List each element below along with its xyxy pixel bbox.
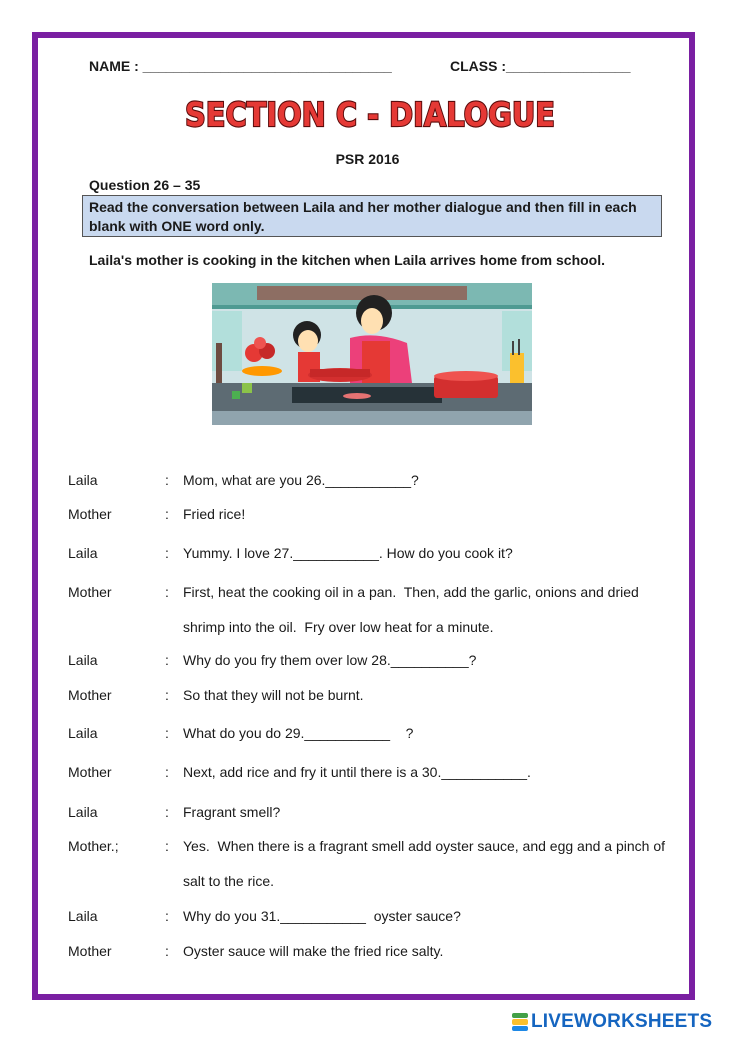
dialogue-line: Oyster sauce will make the fried rice salty. (183, 943, 444, 959)
colon: : (165, 652, 169, 668)
colon: : (165, 584, 169, 600)
dialogue-line-27[interactable]: Yummy. I love 27.___________. How do you cook it? (183, 545, 513, 561)
colon: : (165, 545, 169, 561)
dialogue-line-continued: shrimp into the oil. Fry over low heat for a minute. (183, 619, 494, 635)
kitchen-illustration (212, 283, 532, 425)
colon: : (165, 804, 169, 820)
class-field[interactable]: CLASS :________________ (450, 58, 631, 74)
exam-year: PSR 2016 (335, 151, 400, 167)
speaker-label: Laila (68, 472, 98, 488)
speaker-label: Mother (68, 943, 112, 959)
dialogue-line-28[interactable]: Why do you fry them over low 28.__________? (183, 652, 477, 668)
dialogue-line-31[interactable]: Why do you 31.___________ oyster sauce? (183, 908, 461, 924)
dialogue-line: Fragrant smell? (183, 804, 281, 820)
brand-badge-icon (512, 1013, 528, 1031)
section-title-text: SECTION C - DIALOGUE (185, 95, 555, 134)
speaker-label: Mother (68, 764, 112, 780)
speaker-label: Laila (68, 652, 98, 668)
liveworksheets-logo[interactable] (512, 1012, 712, 1032)
colon: : (165, 908, 169, 924)
dialogue-line-continued: salt to the rice. (183, 873, 275, 889)
instruction-box: Read the conversation between Laila and her mother dialogue and then fill in each blank with ONE word only. (82, 195, 662, 237)
dialogue-line-26[interactable]: Mom, what are you 26.___________? (183, 472, 419, 488)
dialogue-line: Fried rice! (183, 506, 246, 522)
colon: : (165, 687, 169, 703)
colon: : (165, 725, 169, 741)
speaker-label: Laila (68, 908, 98, 924)
dialogue-line-29[interactable]: What do you do 29.___________ ? (183, 725, 414, 741)
speaker-label: Mother (68, 584, 112, 600)
speaker-label: Laila (68, 804, 98, 820)
colon: : (165, 472, 169, 488)
speaker-label: Laila (68, 545, 98, 561)
scene-description: Laila's mother is cooking in the kitchen when Laila arrives home from school. (89, 252, 606, 268)
colon: : (165, 943, 169, 959)
question-range: Question 26 – 35 (89, 177, 201, 193)
colon: : (165, 764, 169, 780)
speaker-label: Mother.; (68, 838, 119, 854)
dialogue-line-30[interactable]: Next, add rice and fry it until there is a 30.___________. (183, 764, 531, 780)
name-field[interactable]: NAME : ________________________________ (89, 58, 392, 74)
speaker-label: Mother (68, 687, 112, 703)
colon: : (165, 838, 169, 854)
dialogue-line: So that they will not be burnt. (183, 687, 364, 703)
section-title (180, 88, 560, 140)
brand-name: LIVEWORKSHEETS (531, 1011, 713, 1032)
speaker-label: Mother (68, 506, 112, 522)
dialogue-line: Yes. When there is a fragrant smell add oyster sauce, and egg and a pinch of (183, 838, 665, 854)
colon: : (165, 506, 169, 522)
dialogue-line: First, heat the cooking oil in a pan. Then, add the garlic, onions and dried (183, 584, 639, 600)
speaker-label: Laila (68, 725, 98, 741)
